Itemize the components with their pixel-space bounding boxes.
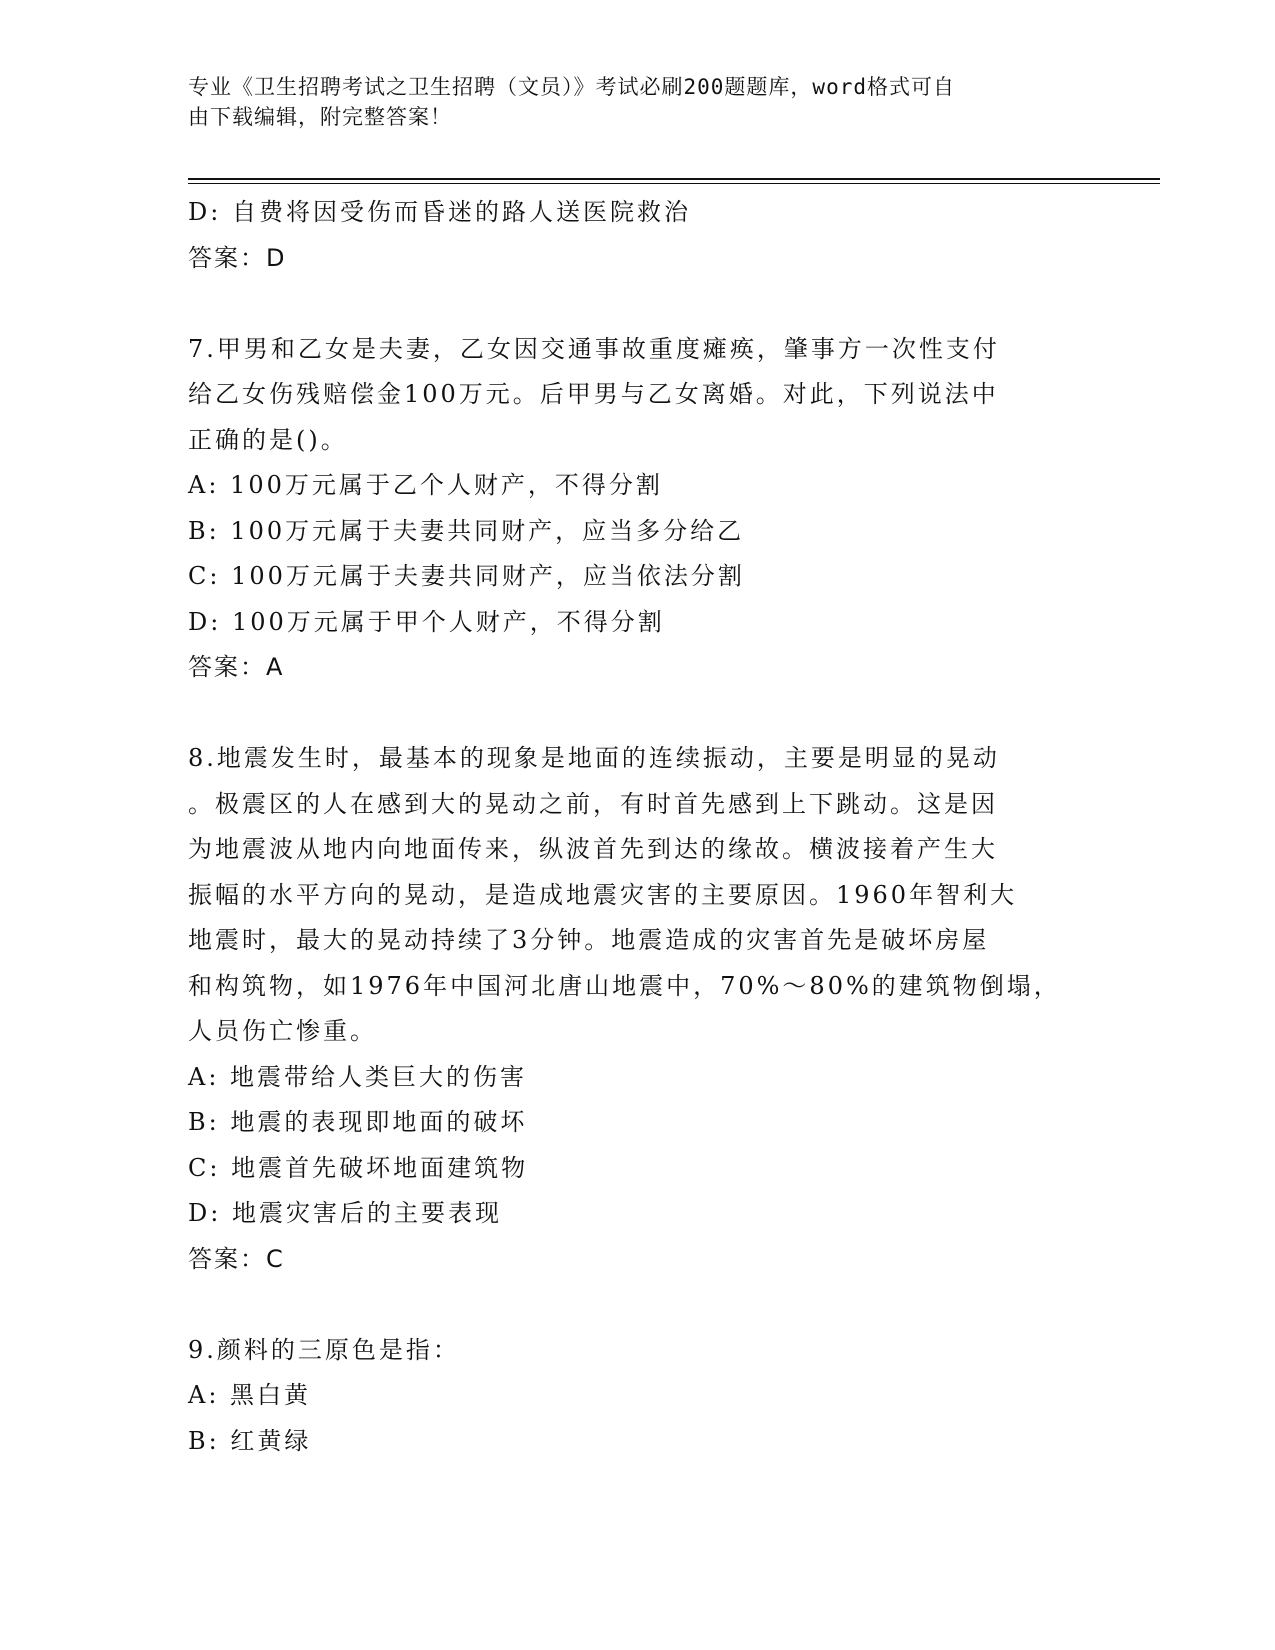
header-title-line-2: 由下载编辑，附完整答案！ <box>188 105 452 129</box>
question-7-option-d: D: 100万元属于甲个人财产，不得分割 <box>188 607 665 636</box>
prev-option-d: D: 自费将因受伤而昏迷的路人送医院救治 <box>188 198 691 226</box>
question-9-text <box>188 1328 1068 1374</box>
question-line: 振幅的水平方向的晃动，是造成地震灾害的主要原因。1960年智利大 <box>188 880 1018 909</box>
header-rule-thick <box>188 178 1160 180</box>
question-8-option-d: D: 地震灾害后的主要表现 <box>188 1199 502 1227</box>
question-9-option-b: B: 红黄绿 <box>188 1426 312 1455</box>
question-line: 正确的是()。 <box>188 425 348 454</box>
question-line: 给乙女伤残赔偿金100万元。后甲男与乙女离婚。对此，下列说法中 <box>188 380 999 408</box>
question-7-option-a: A: 100万元属于乙个人财产，不得分割 <box>188 471 663 499</box>
question-9 <box>188 1328 1068 1465</box>
document-header <box>188 72 1068 132</box>
question-8-answer: 答案：C <box>188 1244 285 1273</box>
question-8-text <box>188 736 1068 1055</box>
spacer <box>188 281 1068 327</box>
question-line: 8.地震发生时，最基本的现象是地面的连续振动，主要是明显的晃动 <box>188 744 1000 772</box>
question-line: 7.甲男和乙女是夫妻，乙女因交通事故重度瘫痪，肇事方一次性支付 <box>188 334 1000 363</box>
question-line: 为地震波从地内向地面传来，纵波首先到达的缘故。横波接着产生大 <box>188 835 998 863</box>
header-title-line-1: 专业《卫生招聘考试之卫生招聘（文员）》考试必刷200题题库，word格式可自 <box>188 75 955 99</box>
question-7-answer: 答案：A <box>188 653 285 681</box>
question-7-option-c: C: 100万元属于夫妻共同财产，应当依法分割 <box>188 562 745 590</box>
question-8-option-c: C: 地震首先破坏地面建筑物 <box>188 1153 529 1182</box>
question-9-option-a: A: 黑白黄 <box>188 1381 312 1409</box>
question-8-option-a: A: 地震带给人类巨大的伤害 <box>188 1062 528 1091</box>
question-line: 9.颜料的三原色是指： <box>188 1335 460 1364</box>
header-rule-thin <box>188 183 1160 184</box>
question-line: 人员伤亡惨重。 <box>188 1017 377 1045</box>
question-line: 。极震区的人在感到大的晃动之前，有时首先感到上下跳动。这是因 <box>188 789 998 818</box>
spacer <box>188 1282 1068 1328</box>
question-7 <box>188 327 1068 691</box>
spacer <box>188 691 1068 737</box>
question-7-text <box>188 327 1068 464</box>
question-8 <box>188 736 1068 1282</box>
question-line: 地震时，最大的晃动持续了3分钟。地震造成的灾害首先是破坏房屋 <box>188 926 990 954</box>
prev-answer: 答案：D <box>188 243 287 272</box>
question-line: 和构筑物，如1976年中国河北唐山地震中，70%～80%的建筑物倒塌， <box>188 971 1061 1000</box>
question-7-option-b: B: 100万元属于夫妻共同财产，应当多分给乙 <box>188 516 745 545</box>
question-8-option-b: B: 地震的表现即地面的破坏 <box>188 1108 528 1136</box>
document-body <box>188 190 1068 1464</box>
